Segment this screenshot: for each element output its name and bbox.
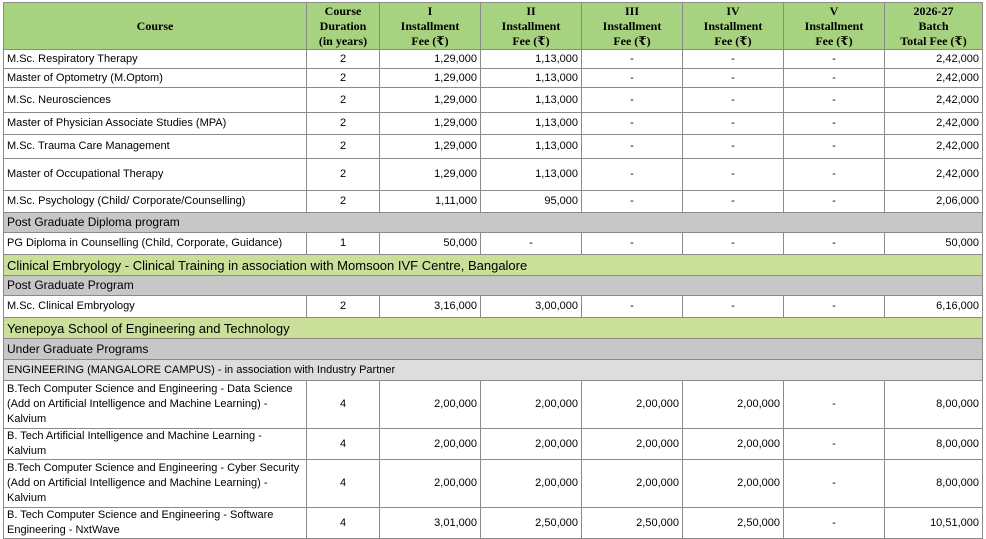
- header-installment-3: [582, 3, 683, 50]
- installment-4-cell: -: [683, 135, 784, 159]
- installment-1-cell: 3,01,000: [380, 508, 481, 539]
- duration-cell: 2: [307, 191, 380, 213]
- installment-1-cell: 50,000: [380, 233, 481, 255]
- table-row: [4, 159, 983, 191]
- total-fee-cell: 2,42,000: [885, 88, 983, 113]
- installment-4-cell: 2,50,000: [683, 508, 784, 539]
- installment-5-cell: -: [784, 429, 885, 460]
- duration-cell: 2: [307, 159, 380, 191]
- installment-2-cell: 1,13,000: [481, 113, 582, 135]
- course-name: Master of Optometry (M.Optom): [4, 69, 307, 88]
- header-inst2-line3: Fee (₹): [512, 34, 550, 48]
- installment-5-cell: -: [784, 88, 885, 113]
- installment-2-cell: 2,50,000: [481, 508, 582, 539]
- installment-3-cell: -: [582, 233, 683, 255]
- table-row: [4, 381, 983, 429]
- header-installment-5: [784, 3, 885, 50]
- engineering-heading: Under Graduate Programs: [4, 339, 983, 360]
- header-course: Course: [4, 3, 307, 50]
- table-row: [4, 429, 983, 460]
- course-name: M.Sc. Respiratory Therapy: [4, 50, 307, 69]
- installment-4-cell: -: [683, 159, 784, 191]
- installment-5-cell: -: [784, 159, 885, 191]
- header-total-line3: Total Fee (₹): [900, 34, 967, 48]
- duration-cell: 2: [307, 88, 380, 113]
- engineering-section-title: Yenepoya School of Engineering and Technology: [4, 318, 983, 339]
- pg-diploma-heading: Post Graduate Diploma program: [4, 213, 983, 233]
- header-inst4-line3: Fee (₹): [714, 34, 752, 48]
- installment-1-cell: 1,29,000: [380, 88, 481, 113]
- header-inst2-line2: Installment: [501, 19, 561, 33]
- header-inst2-line1: II: [526, 4, 536, 18]
- header-inst1-line3: Fee (₹): [411, 34, 449, 48]
- duration-cell: 2: [307, 50, 380, 69]
- installment-4-cell: -: [683, 69, 784, 88]
- total-fee-cell: 8,00,000: [885, 429, 983, 460]
- installment-2-cell: 1,13,000: [481, 50, 582, 69]
- installment-4-cell: 2,00,000: [683, 460, 784, 508]
- header-inst1-line2: Installment: [400, 19, 460, 33]
- engineering-subheading: ENGINEERING (MANGALORE CAMPUS) - in association with Industry Partner: [4, 360, 983, 381]
- installment-3-cell: -: [582, 159, 683, 191]
- header-inst5-line2: Installment: [804, 19, 864, 33]
- installment-2-cell: 95,000: [481, 191, 582, 213]
- installment-4-cell: -: [683, 50, 784, 69]
- subheading-row: [4, 213, 983, 233]
- total-fee-cell: 50,000: [885, 233, 983, 255]
- course-name: M.Sc. Clinical Embryology: [4, 296, 307, 318]
- installment-2-cell: 1,13,000: [481, 88, 582, 113]
- header-installment-1: [380, 3, 481, 50]
- total-fee-cell: 2,42,000: [885, 50, 983, 69]
- course-name: B. Tech Artificial Intelligence and Machine Learning - Kalvium: [4, 429, 307, 460]
- installment-5-cell: -: [784, 381, 885, 429]
- header-inst5-line1: V: [829, 4, 839, 18]
- installment-3-cell: -: [582, 135, 683, 159]
- course-name: Master of Occupational Therapy: [4, 159, 307, 191]
- duration-cell: 1: [307, 233, 380, 255]
- installment-5-cell: -: [784, 460, 885, 508]
- course-name: B. Tech Computer Science and Engineering - Software Engineering - NxtWave: [4, 508, 307, 539]
- installment-3-cell: -: [582, 88, 683, 113]
- installment-4-cell: -: [683, 113, 784, 135]
- duration-cell: 4: [307, 460, 380, 508]
- duration-cell: 2: [307, 296, 380, 318]
- total-fee-cell: 2,42,000: [885, 135, 983, 159]
- installment-5-cell: -: [784, 296, 885, 318]
- duration-cell: 4: [307, 508, 380, 539]
- header-duration-line3: (in years): [318, 34, 368, 48]
- course-name: Master of Physician Associate Studies (MPA): [4, 113, 307, 135]
- total-fee-cell: 8,00,000: [885, 460, 983, 508]
- installment-3-cell: 2,00,000: [582, 381, 683, 429]
- fee-table: [3, 2, 983, 539]
- subheading-row: [4, 360, 983, 381]
- installment-2-cell: -: [481, 233, 582, 255]
- total-fee-cell: 6,16,000: [885, 296, 983, 318]
- table-row: [4, 296, 983, 318]
- installment-4-cell: -: [683, 191, 784, 213]
- header-inst4-line2: Installment: [703, 19, 763, 33]
- header-installment-2: [481, 3, 582, 50]
- header-total-line2: Batch: [918, 19, 949, 33]
- header-duration-line2: Duration: [319, 19, 367, 33]
- total-fee-cell: 10,51,000: [885, 508, 983, 539]
- embryology-section-title: Clinical Embryology - Clinical Training in association with Momsoon IVF Centre, Bangalore: [4, 255, 983, 276]
- embryology-heading: Post Graduate Program: [4, 276, 983, 296]
- total-fee-cell: 2,42,000: [885, 113, 983, 135]
- installment-4-cell: -: [683, 296, 784, 318]
- installment-5-cell: -: [784, 135, 885, 159]
- installment-3-cell: 2,50,000: [582, 508, 683, 539]
- installment-5-cell: -: [784, 50, 885, 69]
- subheading-row: [4, 276, 983, 296]
- table-row: [4, 233, 983, 255]
- table-row: [4, 50, 983, 69]
- installment-3-cell: 2,00,000: [582, 460, 683, 508]
- installment-2-cell: 2,00,000: [481, 429, 582, 460]
- table-row: [4, 460, 983, 508]
- installment-2-cell: 1,13,000: [481, 135, 582, 159]
- installment-5-cell: -: [784, 508, 885, 539]
- header-duration-line1: Course: [324, 4, 362, 18]
- installment-4-cell: -: [683, 233, 784, 255]
- duration-cell: 2: [307, 113, 380, 135]
- header-row: [4, 3, 983, 50]
- table-row: [4, 508, 983, 539]
- installment-3-cell: -: [582, 191, 683, 213]
- course-name: M.Sc. Neurosciences: [4, 88, 307, 113]
- total-fee-cell: 8,00,000: [885, 381, 983, 429]
- duration-cell: 2: [307, 69, 380, 88]
- installment-4-cell: 2,00,000: [683, 429, 784, 460]
- table-row: [4, 88, 983, 113]
- installment-3-cell: -: [582, 69, 683, 88]
- installment-2-cell: 1,13,000: [481, 159, 582, 191]
- table-row: [4, 113, 983, 135]
- installment-5-cell: -: [784, 233, 885, 255]
- header-inst4-line1: IV: [726, 4, 740, 18]
- course-name: PG Diploma in Counselling (Child, Corporate, Guidance): [4, 233, 307, 255]
- installment-5-cell: -: [784, 113, 885, 135]
- installment-1-cell: 1,11,000: [380, 191, 481, 213]
- installment-2-cell: 2,00,000: [481, 460, 582, 508]
- installment-3-cell: -: [582, 50, 683, 69]
- table-row: [4, 69, 983, 88]
- installment-1-cell: 2,00,000: [380, 429, 481, 460]
- course-name: B.Tech Computer Science and Engineering - Cyber Security (Add on Artificial Intelligence and Machine Learning) - Kalvium: [4, 460, 307, 508]
- total-fee-cell: 2,42,000: [885, 69, 983, 88]
- section-row: [4, 255, 983, 276]
- installment-3-cell: -: [582, 296, 683, 318]
- installment-3-cell: 2,00,000: [582, 429, 683, 460]
- installment-1-cell: 3,16,000: [380, 296, 481, 318]
- header-inst3-line2: Installment: [602, 19, 662, 33]
- installment-4-cell: -: [683, 88, 784, 113]
- installment-5-cell: -: [784, 69, 885, 88]
- duration-cell: 2: [307, 135, 380, 159]
- installment-1-cell: 1,29,000: [380, 159, 481, 191]
- header-inst3-line3: Fee (₹): [613, 34, 651, 48]
- course-name: M.Sc. Psychology (Child/ Corporate/Counselling): [4, 191, 307, 213]
- installment-1-cell: 1,29,000: [380, 135, 481, 159]
- installment-3-cell: -: [582, 113, 683, 135]
- table-row: [4, 135, 983, 159]
- header-total-line1: 2026-27: [913, 4, 954, 18]
- total-fee-cell: 2,42,000: [885, 159, 983, 191]
- installment-2-cell: 1,13,000: [481, 69, 582, 88]
- installment-2-cell: 2,00,000: [481, 381, 582, 429]
- installment-1-cell: 1,29,000: [380, 69, 481, 88]
- header-inst1-line1: I: [427, 4, 433, 18]
- section-row: [4, 318, 983, 339]
- course-name: M.Sc. Trauma Care Management: [4, 135, 307, 159]
- installment-1-cell: 2,00,000: [380, 460, 481, 508]
- table-row: [4, 191, 983, 213]
- installment-5-cell: -: [784, 191, 885, 213]
- header-duration: [307, 3, 380, 50]
- installment-1-cell: 1,29,000: [380, 50, 481, 69]
- duration-cell: 4: [307, 381, 380, 429]
- header-installment-4: [683, 3, 784, 50]
- installment-1-cell: 1,29,000: [380, 113, 481, 135]
- header-inst3-line1: III: [624, 4, 639, 18]
- installment-2-cell: 3,00,000: [481, 296, 582, 318]
- header-total-fee: [885, 3, 983, 50]
- course-name: B.Tech Computer Science and Engineering - Data Science (Add on Artificial Intelligence and Machine Learning) - Kalvium: [4, 381, 307, 429]
- installment-4-cell: 2,00,000: [683, 381, 784, 429]
- header-inst5-line3: Fee (₹): [815, 34, 853, 48]
- installment-1-cell: 2,00,000: [380, 381, 481, 429]
- duration-cell: 4: [307, 429, 380, 460]
- subheading-row: [4, 339, 983, 360]
- total-fee-cell: 2,06,000: [885, 191, 983, 213]
